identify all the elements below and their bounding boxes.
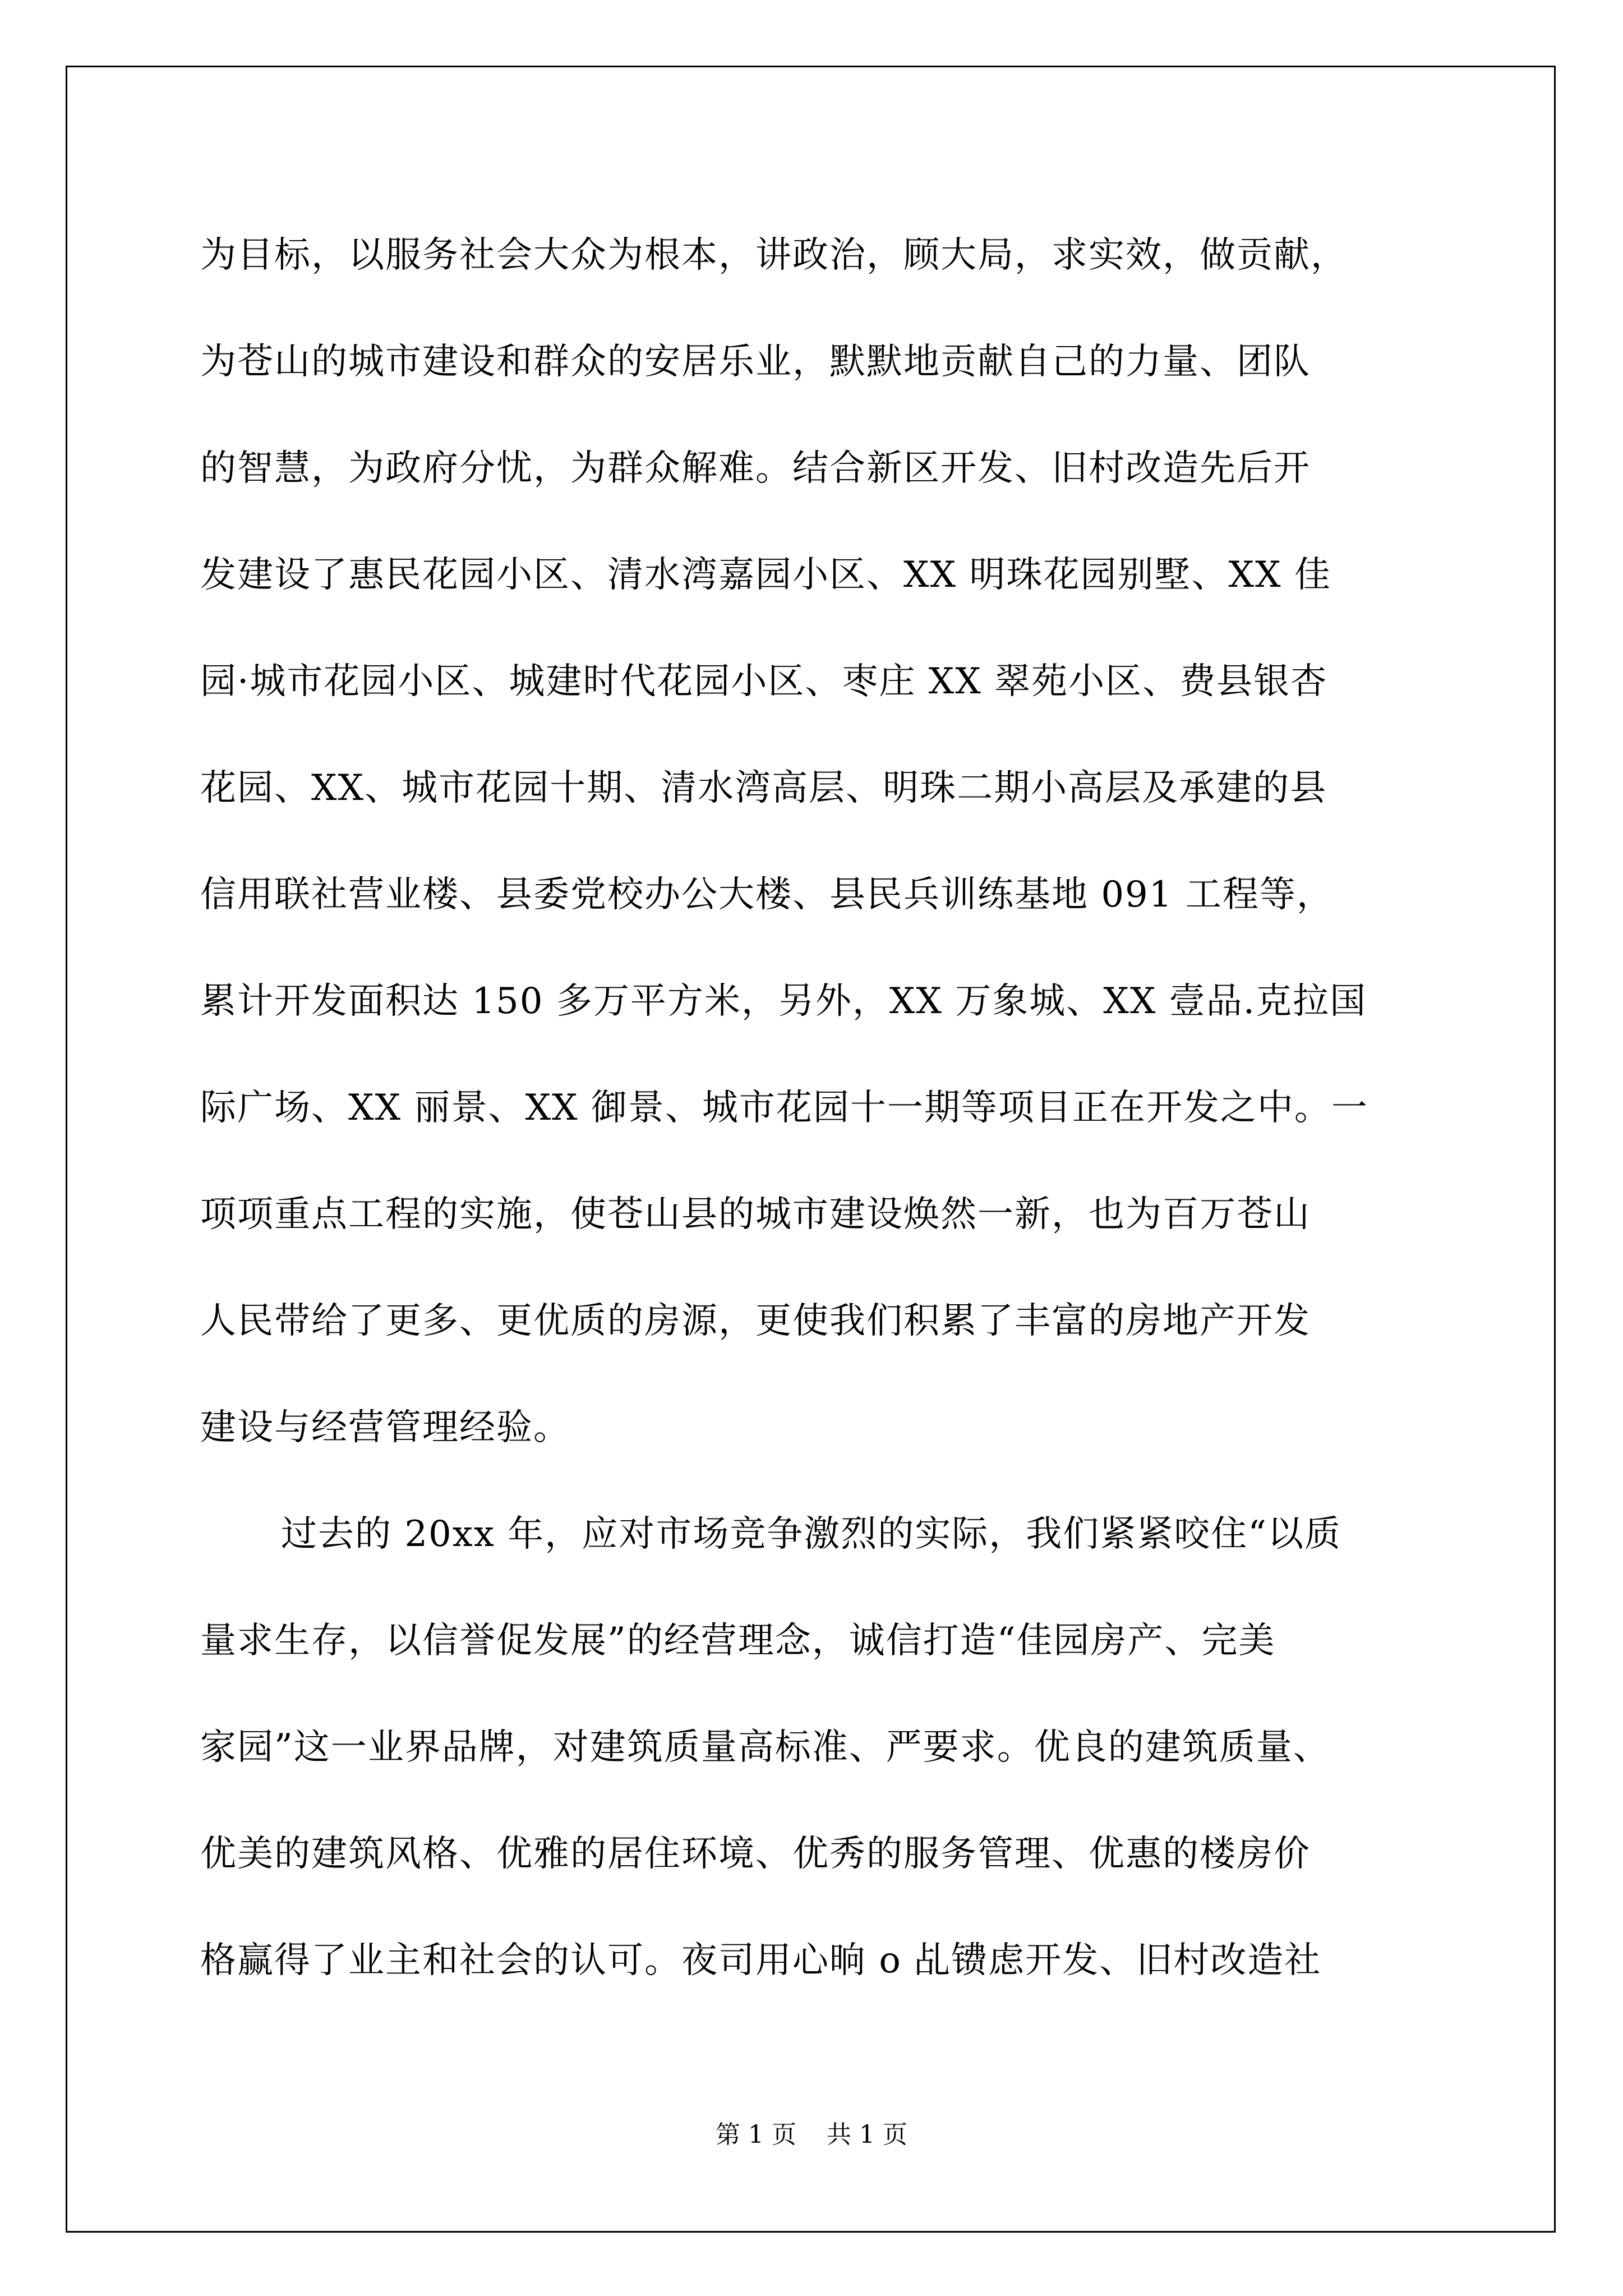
document-body: [200, 202, 1434, 2014]
page-total: 共 1 页: [827, 2120, 907, 2149]
page-number: 第 1 页: [716, 2120, 796, 2149]
text-line: 项项重点工程的实施，使苍山县的城市建设焕然一新，也为百万苍山: [200, 1194, 1311, 1235]
paragraph-start-line: 过去的 20xx 年，应对市场竞争激烈的实际，我们紧紧咬住“以质: [281, 1513, 1342, 1555]
text-line: 为苍山的城市建设和群众的安居乐业，默默地贡献自己的力量、团队: [200, 341, 1311, 383]
text-line: 园·城市花园小区、城建时代花园小区、枣庄 XX 翠苑小区、费县银杏: [200, 661, 1328, 702]
text-line: 发建设了惠民花园小区、清水湾嘉园小区、XX 明珠花园别墅、XX 佳: [200, 554, 1331, 596]
text-line: 花园、XX、城市花园十期、清水湾高层、明珠二期小高层及承建的县: [200, 767, 1327, 809]
page-footer: [0, 2118, 1623, 2152]
text-line: 家园”这一业界品牌，对建筑质量高标准、严要求。优良的建筑质量、: [200, 1727, 1330, 1768]
text-line: 信用联社营业楼、县委党校办公大楼、县民兵训练基地 091 工程等，: [200, 874, 1334, 915]
text-line: 优美的建筑风格、优雅的居住环境、优秀的服务管理、优惠的楼房价: [200, 1833, 1311, 1875]
text-line: 人民带给了更多、更优质的房源，更使我们积累了丰富的房地产开发: [200, 1300, 1311, 1342]
text-line: 的智慧，为政府分忧，为群众解难。结合新区开发、旧村改造先后开: [200, 448, 1311, 489]
text-line: 建设与经营管理经验。: [200, 1407, 570, 1448]
text-line: 格赢得了业主和社会的认可。夜司用心晌 o 乩镄虑开发、旧村改造社: [200, 1940, 1322, 1981]
text-line: 累计开发面积达 150 多万平方米，另外，XX 万象城、XX 壹品.克拉国: [200, 981, 1367, 1022]
text-line: 量求生存，以信誉促发展”的经营理念，诚信打造“佳园房产、完美: [200, 1620, 1276, 1662]
text-line: 际广场、XX 丽景、XX 御景、城市花园十一期等项目正在开发之中。一: [200, 1087, 1368, 1129]
text-line: 为目标，以服务社会大众为根本，讲政治，顾大局，求实效，做贡献，: [200, 234, 1348, 276]
